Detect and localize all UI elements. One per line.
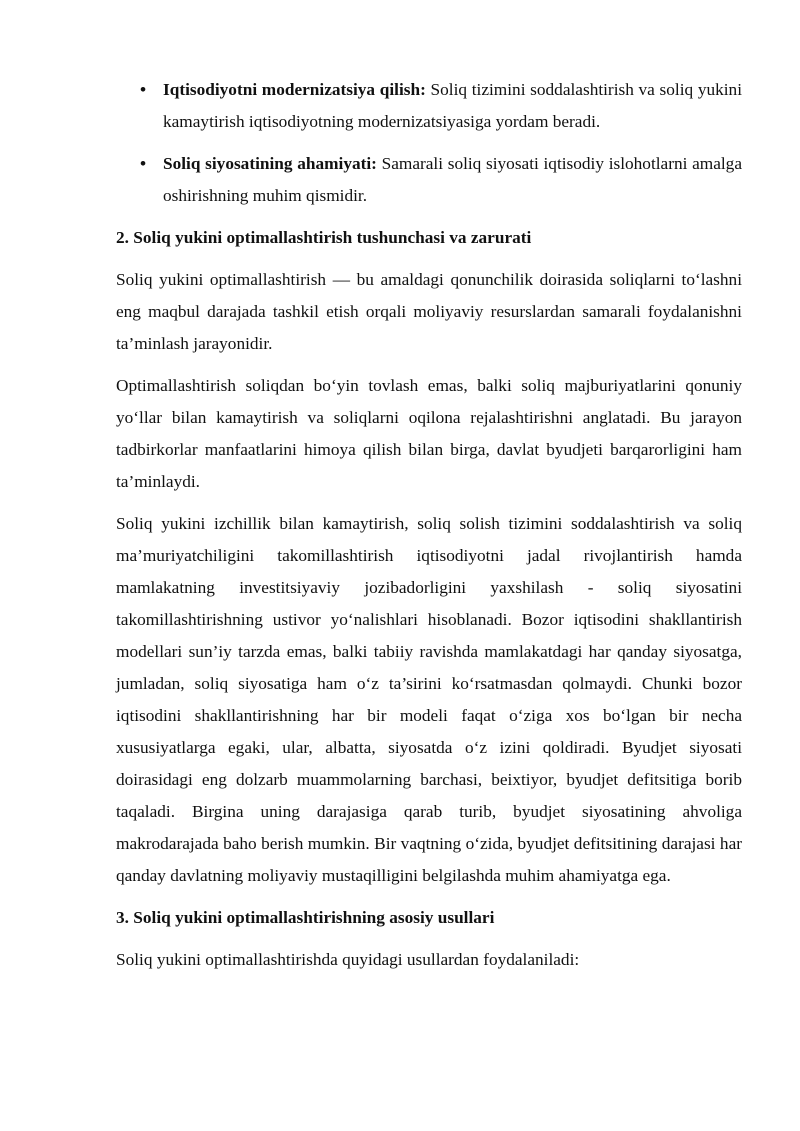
paragraph: Soliq yukini optimallashtirishda quyidagi usullardan foydalaniladi:	[116, 950, 580, 969]
paragraph: Soliq yukini izchillik bilan kamaytirish, soliq solish tizimini soddalashtirish va soliq ma’muriyatchiligini takomillashtirish iqtisodiyotni jadal rivojlantirish hamda mamlakatning investitsiyaviy jozibadorligini yaxshilash - soliq siyosatini takomillashtirishning ustivor yo‘nalishlari hisoblanadi. Bozor iqtisodini shakllantirish modellari sun’iy tarzda emas, balki tabiiy ravishda mamlakatdagi har qanday siyosatga, jumladan, soliq siyosatiga ham o‘z ta’sirini ko‘rsatmasdan qolmaydi. Chunki bozor iqtisodini shakllantirishning har bir modeli faqat o‘ziga xos bo‘lgan bir necha xususiyatlarga egaki, ular, albatta, siyosatda o‘z izini qoldiradi. Byudjet siyosati doirasidagi eng dolzarb muammolarning barchasi, beixtiyor, byudjet defitsitiga borib taqaladi. Birgina uning darajasiga qarab turib, byudjet siyosatining ahvoliga makrodarajada baho berish mumkin. Bir vaqtning o‘zida, byudjet defitsitining darajasi har qanday davlatning moliyaviy mustaqilligini belgilashda muhim ahamiyatga ega.	[116, 514, 742, 885]
paragraph: Soliq yukini optimallashtirish — bu amaldagi qonunchilik doirasida soliqlarni to‘lashni eng maqbul darajada tashkil etish orqali moliyaviy resurslardan samarali foydalanishni ta’minlash jarayonidir.	[116, 270, 742, 353]
bullet-list	[116, 74, 742, 212]
document-page	[116, 74, 742, 986]
bullet-text: Soliq tizimini soddalashtirish va soliq yukini kamaytirish iqtisodiyotning modernizatsiyasiga yordam beradi.	[163, 80, 742, 131]
section-heading: 2. Soliq yukini optimallashtirish tushunchasi va zarurati	[116, 228, 532, 247]
bullet-term: Iqtisodiyotni modernizatsiya qilish:	[163, 80, 426, 99]
bullet-term: Soliq siyosatining ahamiyati:	[163, 154, 377, 173]
bullet-icon: •	[140, 80, 147, 99]
section-heading: 3. Soliq yukini optimallashtirishning asosiy usullari	[116, 908, 495, 927]
bullet-icon: •	[140, 154, 147, 173]
bullet-text: Samarali soliq siyosati iqtisodiy islohotlarni amalga oshirishning muhim qismidir.	[163, 154, 742, 205]
paragraph: Optimallashtirish soliqdan bo‘yin tovlash emas, balki soliq majburiyatlarini qonuniy yo‘llar bilan kamaytirish va soliqlarni oqilona rejalashtirishni anglatadi. Bu jarayon tadbirkorlar manfaatlarini himoya qilish bilan birga, davlat byudjeti barqarorligini ham ta’minlaydi.	[116, 376, 742, 491]
list-item	[116, 148, 742, 212]
list-item	[116, 74, 742, 138]
